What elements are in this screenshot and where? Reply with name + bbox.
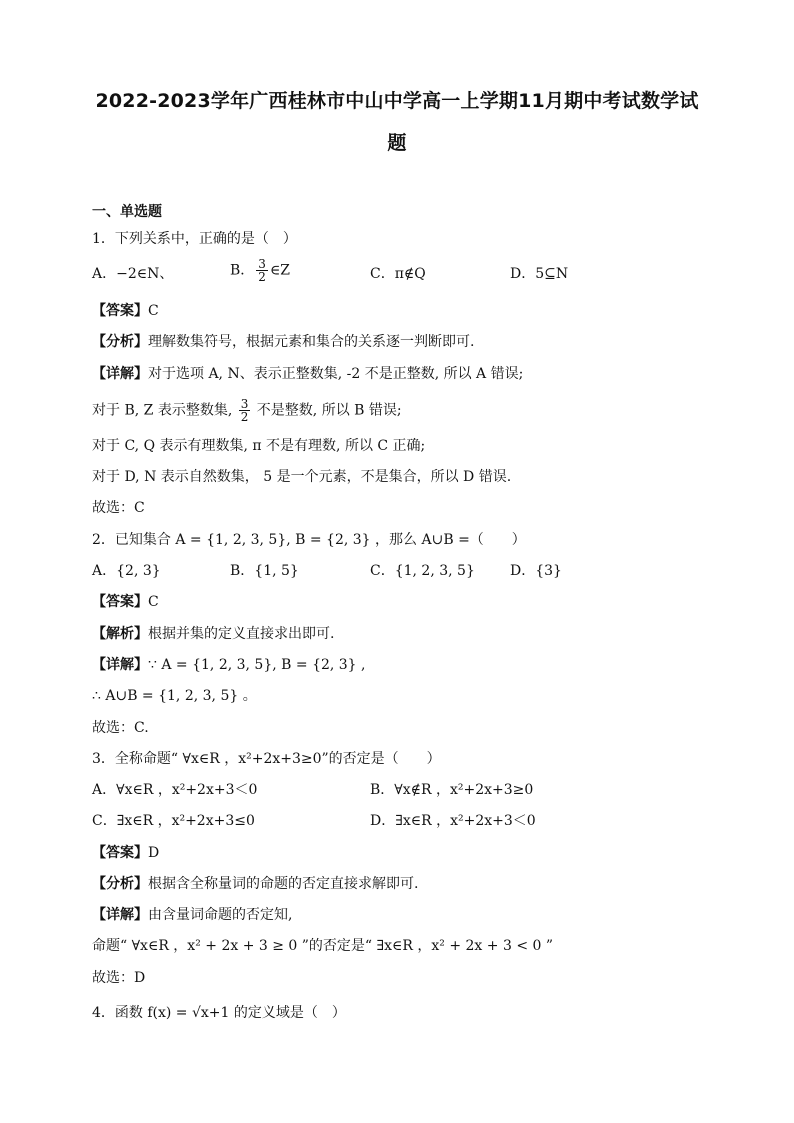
q3-detail-line2: 命题“ ∀x∈R ，x² + 2x + 3 ≥ 0 ”的否定是“ ∃x∈R ，x² + 2x + 3 < 0 ” bbox=[92, 938, 554, 954]
q1-option-b-fraction: $\frac{3}{2}$ bbox=[258, 257, 266, 284]
q1-option-b: B． $\frac{3}{2}$ ∈Z bbox=[230, 257, 291, 284]
q3-detail-line1: 【详解】由含量词命题的否定知, bbox=[92, 907, 293, 923]
q2-option-a: A．{2, 3} bbox=[92, 563, 161, 579]
q2-analysis: 【解析】根据并集的定义直接求出即可. bbox=[92, 626, 335, 642]
q1-detail-line4: 对于 D, N 表示自然数集， 5 是一个元素，不是集合，所以 D 错误. bbox=[92, 469, 512, 485]
q2-conclusion: 故选：C. bbox=[92, 720, 149, 736]
q1-detail-fraction: $\frac{3}{2}$ bbox=[240, 397, 249, 424]
q1-detail-line3: 对于 C, Q 表示有理数集, π 不是有理数, 所以 C 正确; bbox=[92, 438, 426, 454]
q3-option-d: D．∃x∈R ，x²+2x+3＜0 bbox=[370, 813, 536, 829]
q1-conclusion: 故选：C bbox=[92, 500, 145, 516]
document-title-line1: 2022-2023学年广西桂林市中山中学高一上学期11月期中考试数学试 bbox=[95, 90, 699, 112]
q3-option-b: B．∀x∉R ，x²+2x+3≥0 bbox=[370, 782, 534, 798]
q1-detail-line1: 【详解】对于选项 A, N、表示正整数集, -2 不是正整数, 所以 A 错误; bbox=[92, 366, 524, 382]
q3-answer: 【答案】D bbox=[92, 845, 160, 861]
document-title-line2: 题 bbox=[387, 132, 407, 154]
q2-option-b: B．{1, 5} bbox=[230, 563, 299, 579]
q3-option-a: A．∀x∈R ，x²+2x+3＜0 bbox=[92, 782, 258, 798]
q2-stem: 2．已知集合 A = {1, 2, 3, 5}, B = {2, 3} ，那么 A∪B =（ ） bbox=[92, 532, 526, 548]
q3-option-c: C．∃x∈R ，x²+2x+3≤0 bbox=[92, 813, 255, 829]
q4-stem: 4．函数 f(x) = √x+1 的定义域是（ ） bbox=[92, 1005, 346, 1021]
q1-answer: 【答案】C bbox=[92, 303, 159, 319]
q1-detail-line2: 对于 B, Z 表示整数集, $\frac{3}{2}$ 不是整数, 所以 B 错误; bbox=[92, 397, 402, 424]
q1-analysis: 【分析】理解数集符号，根据元素和集合的关系逐一判断即可. bbox=[92, 334, 475, 350]
q1-option-a: A．−2∈N、 bbox=[92, 266, 174, 282]
q3-conclusion: 故选：D bbox=[92, 970, 146, 986]
q2-detail-line2: ∴ A∪B = {1, 2, 3, 5} 。 bbox=[92, 688, 257, 704]
section-heading: 一、单选题 bbox=[92, 204, 162, 220]
q2-detail-line1: 【详解】∵ A = {1, 2, 3, 5}, B = {2, 3} , bbox=[92, 657, 366, 673]
q2-option-d: D．{3} bbox=[510, 563, 562, 579]
q1-option-c: C．π∉Q bbox=[370, 266, 426, 282]
q1-option-d: D．5⊆N bbox=[510, 266, 569, 282]
q2-answer: 【答案】C bbox=[92, 594, 159, 610]
q3-stem: 3．全称命题“ ∀x∈R ，x²+2x+3≥0”的否定是（ ） bbox=[92, 751, 441, 767]
q1-stem: 1．下列关系中，正确的是（ ） bbox=[92, 231, 297, 247]
q3-analysis: 【分析】根据含全称量词的命题的否定直接求解即可. bbox=[92, 876, 419, 892]
q2-option-c: C．{1, 2, 3, 5} bbox=[370, 563, 475, 579]
